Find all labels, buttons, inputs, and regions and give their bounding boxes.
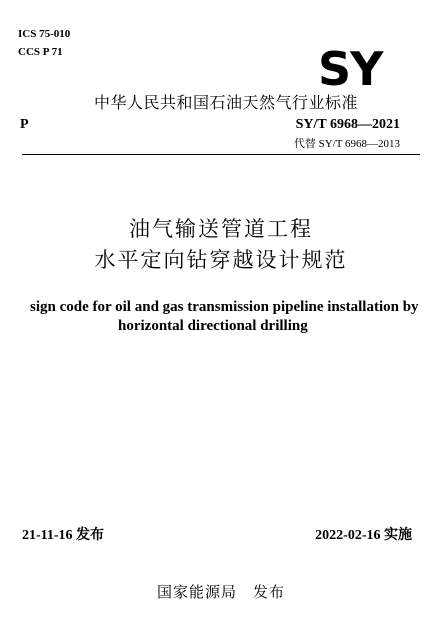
replaces-note: 代替 SY/T 6968—2013 <box>293 138 400 150</box>
standard-number: SY/T 6968—2021 <box>295 117 400 132</box>
sy-logo: SY <box>318 42 383 96</box>
header-divider <box>22 154 420 155</box>
ics-code: ICS 75-010 <box>18 28 71 40</box>
ccs-code: CCS P 71 <box>18 46 63 58</box>
publisher: 国家能源局 发布 <box>156 583 285 601</box>
title-en-line1: sign code for oil and gas transmission pipeline installation by <box>30 299 419 315</box>
implementation-date: 2022-02-16 实施 <box>315 528 412 543</box>
category-letter: P <box>20 117 29 132</box>
title-cn-line2: 水平定向钻穿越设计规范 <box>94 248 348 272</box>
title-en-line2: horizontal directional drilling <box>118 318 308 334</box>
issue-date: 21-11-16 发布 <box>22 528 105 543</box>
standard-name: 中华人民共和国石油天然气行业标准 <box>94 93 359 112</box>
title-cn-line1: 油气输送管道工程 <box>129 217 313 241</box>
